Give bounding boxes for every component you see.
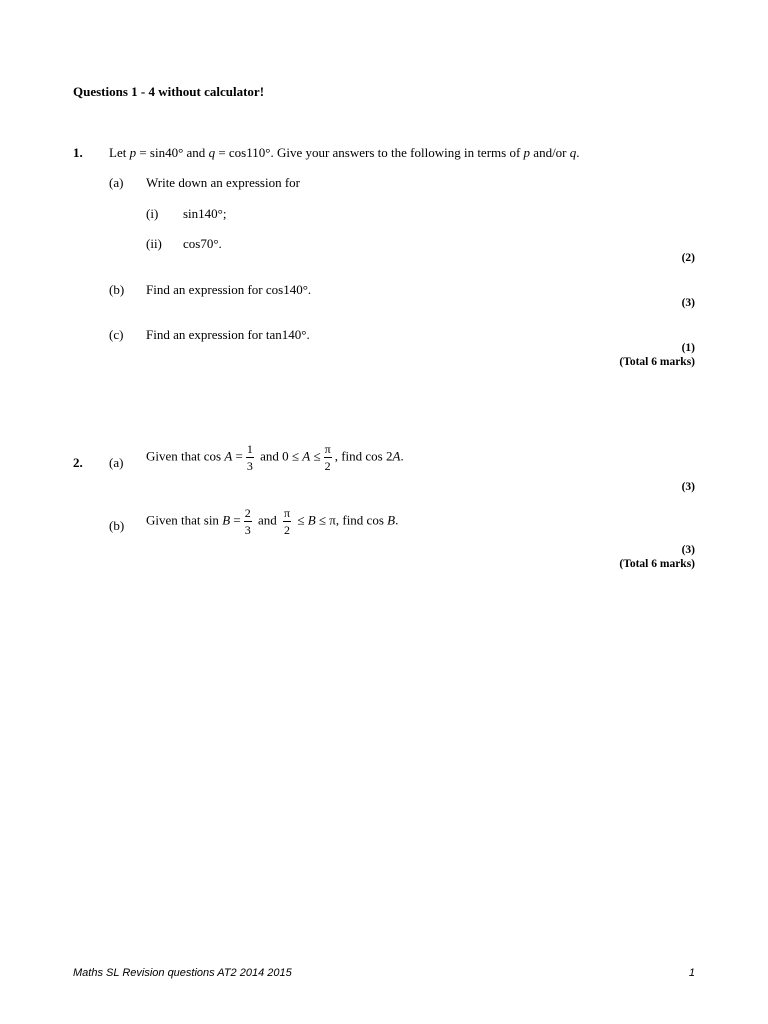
stem-text: . xyxy=(576,145,580,160)
q1a-marks: (2) xyxy=(681,252,695,264)
q2b-text-part: . xyxy=(395,512,399,528)
q2-total-marks: (Total 6 marks) xyxy=(619,558,695,570)
q1a-ii-text: cos70°. xyxy=(183,236,222,251)
q2a-text-part: , find cos 2 xyxy=(334,448,393,464)
stem-text: Let xyxy=(109,145,130,160)
fraction-numerator: π xyxy=(324,442,331,456)
q2a-text-part: = xyxy=(232,448,243,464)
var-p: p xyxy=(129,145,137,160)
q2b-text-part: and xyxy=(254,512,281,528)
fraction-one-third xyxy=(246,443,254,472)
q1b-marks: (3) xyxy=(681,297,695,309)
section-title: Questions 1 - 4 without calculator! xyxy=(73,84,265,99)
fraction-denominator: 3 xyxy=(246,459,253,473)
footer-title: Maths SL Revision questions AT2 2014 2015 xyxy=(73,967,292,979)
q2b-text-part: = xyxy=(230,512,241,528)
q2a-text-part: . xyxy=(400,448,404,464)
q1b-label: (b) xyxy=(109,282,125,297)
q2b-text-part: ≤ xyxy=(294,512,308,528)
stem-text: = sin40° and xyxy=(136,145,209,160)
q2b-text-part: Given that sin xyxy=(146,512,223,528)
q2b-text xyxy=(146,507,398,536)
q2a-label: (a) xyxy=(109,455,124,470)
fraction-denominator: 2 xyxy=(284,523,291,537)
fraction-pi-over-two xyxy=(324,443,332,472)
q1b-text: Find an expression for cos140°. xyxy=(146,282,312,297)
q2a-text xyxy=(146,443,404,472)
q1a-label: (a) xyxy=(109,175,124,190)
q2b-label: (b) xyxy=(109,518,125,533)
fraction-numerator: 2 xyxy=(244,506,251,520)
q2a-text-part: and 0 ≤ xyxy=(256,448,303,464)
var-B: B xyxy=(307,512,316,528)
fraction-denominator: 2 xyxy=(324,459,331,473)
page-number: 1 xyxy=(688,967,695,979)
stem-text: and/or xyxy=(530,145,570,160)
var-A: A xyxy=(224,448,233,464)
q2a-marks: (3) xyxy=(681,481,695,493)
q2a-text-part: ≤ xyxy=(310,448,321,464)
var-B: B xyxy=(387,512,396,528)
stem-text: = cos110°. Give your answers to the following in terms of xyxy=(215,145,524,160)
fraction-pi-over-two xyxy=(283,507,291,536)
question-1-stem xyxy=(109,145,580,161)
fraction-numerator: 1 xyxy=(246,442,253,456)
fraction-numerator: π xyxy=(284,506,291,520)
question-2-number: 2. xyxy=(73,455,83,470)
question-1-number: 1. xyxy=(73,145,83,160)
var-q: q xyxy=(569,145,577,160)
q2b-text-part: ≤ π, find cos xyxy=(315,512,388,528)
q1c-label: (c) xyxy=(109,327,124,342)
q1-total-marks: (Total 6 marks) xyxy=(619,356,695,368)
var-A: A xyxy=(392,448,401,464)
q1a-i-text: sin140°; xyxy=(183,206,227,221)
q1a-i-label: (i) xyxy=(146,206,159,221)
q2b-marks: (3) xyxy=(681,544,695,556)
var-p: p xyxy=(523,145,531,160)
q1a-ii-label: (ii) xyxy=(146,236,162,251)
fraction-denominator: 3 xyxy=(244,523,251,537)
q1c-marks: (1) xyxy=(681,342,695,354)
var-B: B xyxy=(222,512,231,528)
q1c-text: Find an expression for tan140°. xyxy=(146,327,310,342)
var-q: q xyxy=(208,145,216,160)
fraction-two-thirds xyxy=(244,507,252,536)
var-A: A xyxy=(302,448,311,464)
q1a-text: Write down an expression for xyxy=(146,175,300,190)
q2a-text-part: Given that cos xyxy=(146,448,225,464)
